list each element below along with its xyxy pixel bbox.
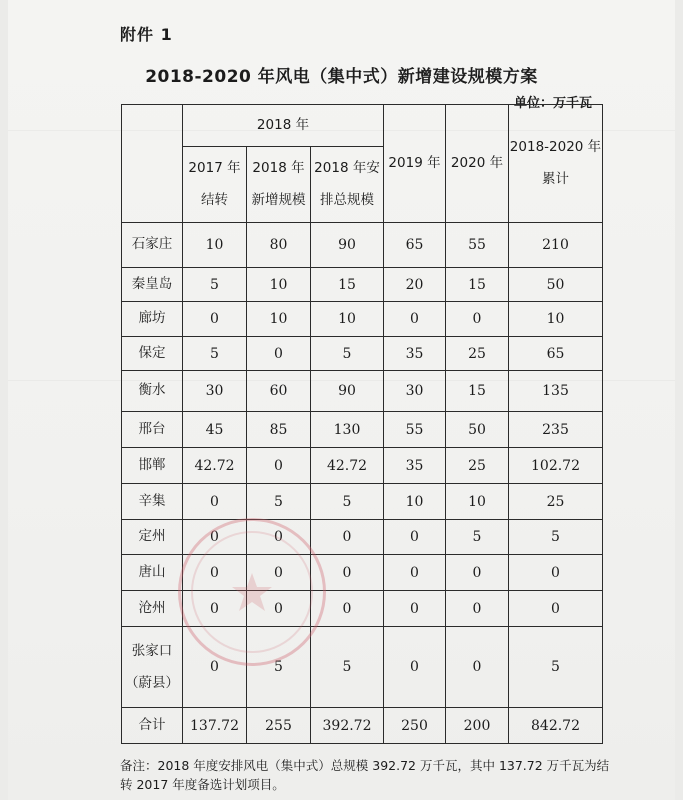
value-cell: 0	[509, 555, 603, 591]
city-cell: 保定	[122, 337, 183, 371]
value-cell: 15	[446, 268, 509, 302]
value-cell: 250	[384, 708, 446, 744]
table-row	[122, 223, 603, 268]
header-2018-new-line2: 新增规模	[251, 191, 306, 208]
unit-label: 单位：万千瓦	[514, 96, 593, 111]
city-cell: 唐山	[122, 555, 183, 591]
city-cell: 衡水	[122, 371, 183, 412]
value-cell: 0	[384, 627, 446, 708]
city-cell: 沧州	[122, 591, 183, 627]
header-2017-line1: 2017 年	[188, 160, 241, 177]
header-2020: 2020 年	[446, 105, 509, 223]
value-cell: 0	[509, 591, 603, 627]
table-row	[122, 591, 603, 627]
value-cell: 0	[183, 302, 247, 337]
value-cell: 0	[247, 337, 311, 371]
wind-power-plan-table	[121, 104, 603, 744]
header-2019: 2019 年	[384, 105, 446, 223]
value-cell: 0	[247, 520, 311, 555]
value-cell: 5	[311, 627, 384, 708]
value-cell: 0	[311, 555, 384, 591]
value-cell: 255	[247, 708, 311, 744]
value-cell: 42.72	[311, 448, 384, 484]
table-row	[122, 520, 603, 555]
value-cell: 80	[247, 223, 311, 268]
header-cumulative	[509, 105, 603, 223]
value-cell: 50	[446, 412, 509, 448]
value-cell: 90	[311, 223, 384, 268]
value-cell: 0	[247, 591, 311, 627]
value-cell: 0	[384, 591, 446, 627]
city-name-line1: 张家口	[131, 642, 173, 659]
value-cell: 55	[384, 412, 446, 448]
value-cell: 0	[446, 591, 509, 627]
value-cell: 65	[384, 223, 446, 268]
table-row	[122, 268, 603, 302]
value-cell: 10	[247, 302, 311, 337]
value-cell: 0	[247, 448, 311, 484]
value-cell: 137.72	[183, 708, 247, 744]
value-cell: 10	[446, 484, 509, 520]
city-cell: 廊坊	[122, 302, 183, 337]
value-cell: 35	[384, 448, 446, 484]
city-cell	[122, 627, 183, 708]
value-cell: 15	[446, 371, 509, 412]
city-cell: 石家庄	[122, 223, 183, 268]
value-cell: 102.72	[509, 448, 603, 484]
value-cell: 5	[247, 627, 311, 708]
value-cell: 0	[446, 302, 509, 337]
value-cell: 0	[384, 555, 446, 591]
header-2017-carryover	[183, 147, 247, 223]
corner-cell	[122, 105, 183, 223]
value-cell: 10	[509, 302, 603, 337]
value-cell: 5	[183, 337, 247, 371]
value-cell: 10	[311, 302, 384, 337]
value-cell: 0	[311, 520, 384, 555]
table-row	[122, 555, 603, 591]
header-2017-line2: 结转	[201, 191, 228, 208]
value-cell: 15	[311, 268, 384, 302]
value-cell: 0	[446, 555, 509, 591]
total-row	[122, 708, 603, 744]
value-cell: 200	[446, 708, 509, 744]
table-row	[122, 627, 603, 708]
city-cell: 邢台	[122, 412, 183, 448]
table-row	[122, 371, 603, 412]
table-row	[122, 484, 603, 520]
value-cell: 0	[311, 591, 384, 627]
value-cell: 5	[183, 268, 247, 302]
value-cell: 5	[311, 484, 384, 520]
footnote: 备注：2018 年度安排风电（集中式）总规模 392.72 万千瓦，其中 137.72 万千瓦为结转 2017 年度备选计划项目。	[120, 758, 610, 792]
header-row-top	[122, 105, 603, 147]
value-cell: 25	[446, 448, 509, 484]
value-cell: 392.72	[311, 708, 384, 744]
value-cell: 5	[509, 520, 603, 555]
value-cell: 35	[384, 337, 446, 371]
value-cell: 130	[311, 412, 384, 448]
value-cell: 55	[446, 223, 509, 268]
value-cell: 20	[384, 268, 446, 302]
header-2018-new-line1: 2018 年	[252, 160, 305, 177]
city-cell: 辛集	[122, 484, 183, 520]
value-cell: 0	[183, 627, 247, 708]
city-cell: 邯郸	[122, 448, 183, 484]
value-cell: 5	[446, 520, 509, 555]
attachment-label: 附件 1	[120, 25, 173, 44]
header-2018-total-line2: 排总规模	[320, 191, 374, 208]
value-cell: 235	[509, 412, 603, 448]
value-cell: 25	[446, 337, 509, 371]
value-cell: 5	[247, 484, 311, 520]
document-title: 2018-2020 年风电（集中式）新增建设规模方案	[145, 67, 538, 87]
header-2018-new	[247, 147, 311, 223]
value-cell: 30	[183, 371, 247, 412]
value-cell: 10	[183, 223, 247, 268]
header-2018-total	[311, 147, 384, 223]
value-cell: 85	[247, 412, 311, 448]
value-cell: 842.72	[509, 708, 603, 744]
total-label-cell: 合计	[122, 708, 183, 744]
table-row	[122, 337, 603, 371]
header-2018-total-line1: 2018 年安	[314, 160, 380, 177]
value-cell: 135	[509, 371, 603, 412]
value-cell: 42.72	[183, 448, 247, 484]
value-cell: 90	[311, 371, 384, 412]
table-row	[122, 412, 603, 448]
value-cell: 0	[183, 484, 247, 520]
value-cell: 0	[183, 520, 247, 555]
value-cell: 0	[384, 302, 446, 337]
value-cell: 50	[509, 268, 603, 302]
value-cell: 30	[384, 371, 446, 412]
value-cell: 0	[446, 627, 509, 708]
city-cell: 秦皇岛	[122, 268, 183, 302]
value-cell: 10	[384, 484, 446, 520]
header-group-2018: 2018 年	[183, 105, 384, 147]
value-cell: 10	[247, 268, 311, 302]
value-cell: 60	[247, 371, 311, 412]
table-row	[122, 448, 603, 484]
value-cell: 210	[509, 223, 603, 268]
table-row	[122, 302, 603, 337]
value-cell: 5	[509, 627, 603, 708]
city-name-line2: （蔚县）	[125, 675, 179, 691]
value-cell: 65	[509, 337, 603, 371]
value-cell: 5	[311, 337, 384, 371]
value-cell: 45	[183, 412, 247, 448]
value-cell: 0	[247, 555, 311, 591]
value-cell: 25	[509, 484, 603, 520]
value-cell: 0	[384, 520, 446, 555]
header-cumulative-line1: 2018-2020 年	[509, 139, 602, 156]
value-cell: 0	[183, 591, 247, 627]
city-cell: 定州	[122, 520, 183, 555]
header-cumulative-line2: 累计	[542, 170, 569, 187]
value-cell: 0	[183, 555, 247, 591]
